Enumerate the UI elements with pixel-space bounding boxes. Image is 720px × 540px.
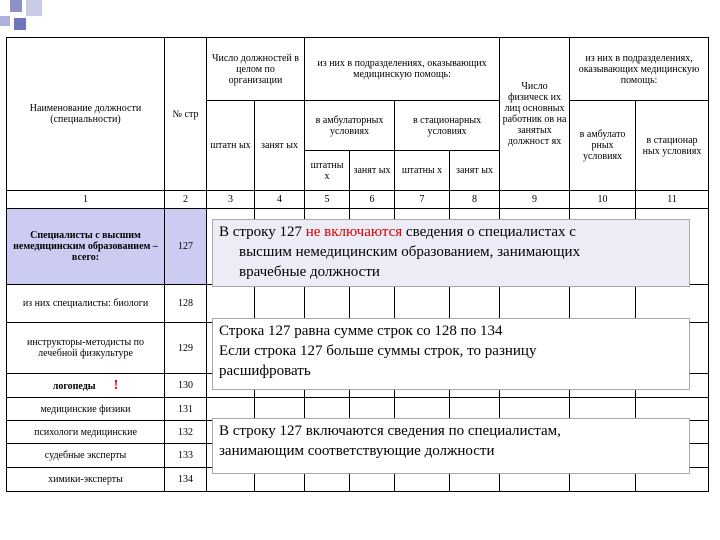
row-number: 129 [165,323,207,374]
header-units: из них в подразделениях, оказывающих медицинскую помощь: [305,38,500,101]
header-staff: штатн ых [207,101,255,191]
row-number: 130 [165,374,207,398]
column-number: 5 [305,191,350,209]
callout-sum-rule: Строка 127 равна сумме строк со 128 по 134 Если строка 127 больше суммы строк, то разницу расшифровать [212,318,690,390]
row-name: химики-эксперты [7,468,165,492]
red-emphasis: не включаются [305,224,403,240]
header-ambulatory: в амбулаторных условиях [305,101,395,151]
column-number: 6 [350,191,395,209]
column-number: 10 [570,191,636,209]
row-name: медицинские физики [7,398,165,421]
header-staff3: штатны х [395,151,450,191]
decor-square [0,16,10,26]
header-stat2: в стационар ных условиях [636,101,709,191]
column-number: 4 [255,191,305,209]
column-number: 3 [207,191,255,209]
header-row-no: № стр [165,38,207,191]
row-name: судебные эксперты [7,444,165,468]
header-amb2: в амбулато рных условиях [570,101,636,191]
row-number: 128 [165,285,207,323]
table-row [7,285,709,323]
row-number: 134 [165,468,207,492]
header-positions: Число должностей в целом по организации [207,38,305,101]
row-number: 133 [165,444,207,468]
row-number: 132 [165,421,207,444]
header-occupied3: занят ых [450,151,500,191]
row-number: 131 [165,398,207,421]
row-name: из них специалисты: биологи [7,285,165,323]
header-staff2: штатны х [305,151,350,191]
row-name: инструкторы-методисты по лечебной физкультуре [7,323,165,374]
decor-square [14,18,26,30]
column-number: 8 [450,191,500,209]
header-occupied: занят ых [255,101,305,191]
column-number: 11 [636,191,709,209]
callout-included: В строку 127 включаются сведения по специалистам, занимающим соответствующие должности [212,418,690,474]
header-occupied2: занят ых [350,151,395,191]
decor-square [10,0,22,12]
row-number: 127 [165,209,207,285]
exclamation-mark: ! [113,377,119,393]
header-name: Наименование должности (специальности) [7,38,165,191]
row-name: Специалисты с высшим немедицинским образованием – всего: [7,209,165,285]
column-number: 7 [395,191,450,209]
decor-square [26,0,42,16]
column-number: 2 [165,191,207,209]
row-name: психологи медицинские [7,421,165,444]
row-name: логопеды [52,380,96,392]
header-physical: Число физическ их лиц основных работник ов на занятых должност ях [500,38,570,191]
callout-not-included: В строку 127 не включаются сведения о специалистах с высшим немедицинским образованием, занимающих врачебные должности [212,219,690,287]
column-number: 9 [500,191,570,209]
header-units2: из них в подразделениях, оказывающих медицинскую помощь: [570,38,709,101]
header-stationary: в стационарных условиях [395,101,500,151]
column-number: 1 [7,191,165,209]
